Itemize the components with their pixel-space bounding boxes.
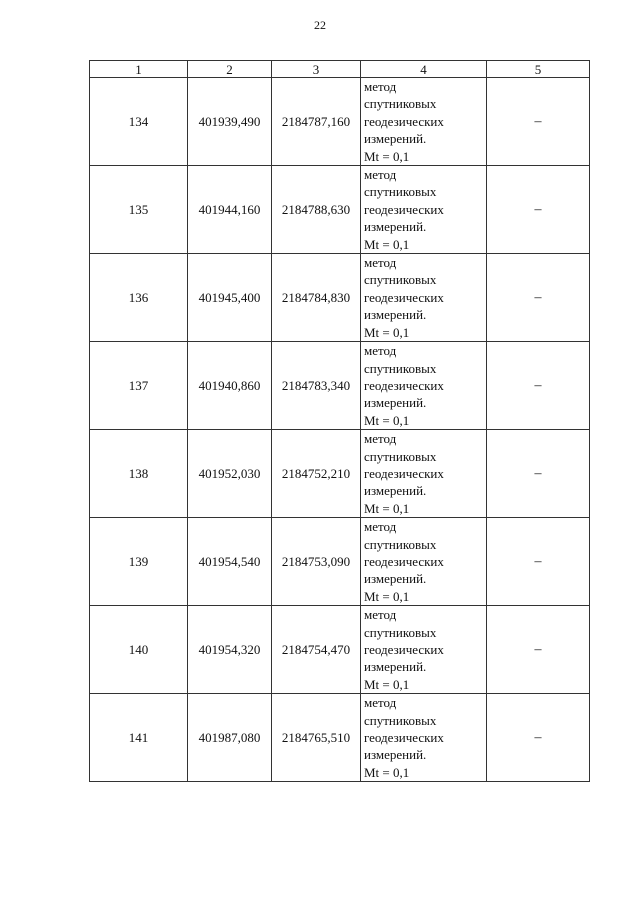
point-number-cell: 139 (90, 518, 188, 606)
x-coordinate-cell: 401939,490 (188, 78, 272, 166)
column-header-5: 5 (487, 61, 590, 78)
table-body (90, 78, 590, 782)
x-coordinate-cell: 401987,080 (188, 694, 272, 782)
point-number-cell: 138 (90, 430, 188, 518)
y-coordinate-cell: 2184788,630 (272, 166, 361, 254)
method-cell: метод спутниковых геодезических измерений. Mt = 0,1 (361, 694, 487, 782)
x-coordinate-cell: 401945,400 (188, 254, 272, 342)
note-cell: – (487, 518, 590, 606)
x-coordinate-cell: 401940,860 (188, 342, 272, 430)
column-header-1: 1 (90, 61, 188, 78)
y-coordinate-cell: 2184753,090 (272, 518, 361, 606)
table-row (90, 430, 590, 518)
note-cell: – (487, 430, 590, 518)
point-number-cell: 137 (90, 342, 188, 430)
method-cell: метод спутниковых геодезических измерений. Mt = 0,1 (361, 254, 487, 342)
method-cell: метод спутниковых геодезических измерений. Mt = 0,1 (361, 606, 487, 694)
method-cell: метод спутниковых геодезических измерений. Mt = 0,1 (361, 518, 487, 606)
page-number: 22 (314, 18, 326, 32)
point-number-cell: 135 (90, 166, 188, 254)
column-header-3: 3 (272, 61, 361, 78)
point-number-cell: 136 (90, 254, 188, 342)
method-cell: метод спутниковых геодезических измерений. Mt = 0,1 (361, 430, 487, 518)
point-number-cell: 134 (90, 78, 188, 166)
table-row (90, 342, 590, 430)
method-cell: метод спутниковых геодезических измерений. Mt = 0,1 (361, 78, 487, 166)
coordinates-table (89, 60, 590, 782)
y-coordinate-cell: 2184784,830 (272, 254, 361, 342)
method-cell: метод спутниковых геодезических измерений. Mt = 0,1 (361, 342, 487, 430)
column-header-4: 4 (361, 61, 487, 78)
note-cell: – (487, 342, 590, 430)
table-row (90, 78, 590, 166)
note-cell: – (487, 254, 590, 342)
y-coordinate-cell: 2184752,210 (272, 430, 361, 518)
table-row (90, 606, 590, 694)
table-row (90, 694, 590, 782)
column-header-2: 2 (188, 61, 272, 78)
note-cell: – (487, 606, 590, 694)
note-cell: – (487, 78, 590, 166)
method-cell: метод спутниковых геодезических измерений. Mt = 0,1 (361, 166, 487, 254)
x-coordinate-cell: 401954,540 (188, 518, 272, 606)
point-number-cell: 141 (90, 694, 188, 782)
note-cell: – (487, 694, 590, 782)
table-row (90, 166, 590, 254)
y-coordinate-cell: 2184787,160 (272, 78, 361, 166)
x-coordinate-cell: 401944,160 (188, 166, 272, 254)
y-coordinate-cell: 2184765,510 (272, 694, 361, 782)
point-number-cell: 140 (90, 606, 188, 694)
table-header (90, 61, 590, 78)
x-coordinate-cell: 401952,030 (188, 430, 272, 518)
x-coordinate-cell: 401954,320 (188, 606, 272, 694)
y-coordinate-cell: 2184783,340 (272, 342, 361, 430)
y-coordinate-cell: 2184754,470 (272, 606, 361, 694)
note-cell: – (487, 166, 590, 254)
header-row (90, 61, 590, 78)
table-row (90, 254, 590, 342)
table-row (90, 518, 590, 606)
